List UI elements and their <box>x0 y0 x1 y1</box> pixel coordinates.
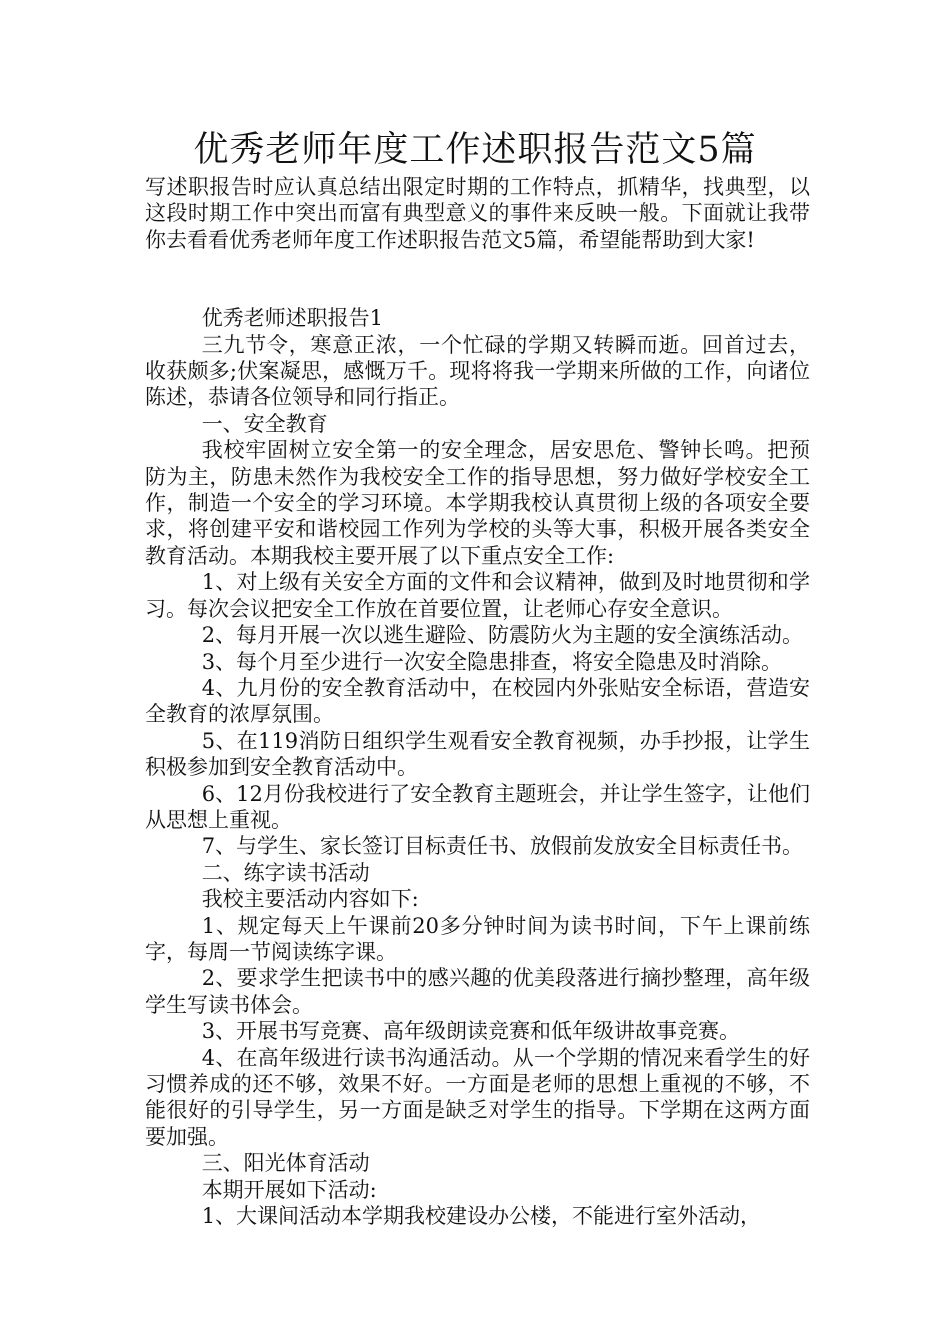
document-body <box>145 174 810 1229</box>
paragraph-safety-intro: 我校牢固树立安全第一的安全理念，居安思危、警钟长鸣。把预防为主，防患未然作为我校安全工作的指导思想，努力做好学校安全工作，制造一个安全的学习环境。本学期我校认真贯彻上级的各项安全要求，将创建平安和谐校园工作列为学校的头等大事，积极开展各类安全教育活动。本期我校主要开展了以下重点安全工作: <box>145 438 810 568</box>
list-item-reading-2: 2、要求学生把读书中的感兴趣的优美段落进行摘抄整理，高年级学生写读书体会。 <box>145 966 810 1017</box>
section-heading-sports: 三、阳光体育活动 <box>201 1151 370 1176</box>
list-item-safety-4: 4、九月份的安全教育活动中，在校园内外张贴安全标语，营造安全教育的浓厚氛围。 <box>145 675 810 727</box>
list-item-safety-1: 1、对上级有关安全方面的文件和会议精神，做到及时地贯彻和学习。每次会议把安全工作放在首要位置，让老师心存安全意识。 <box>145 570 810 621</box>
list-item-reading-1: 1、规定每天上午课前20多分钟时间为读书时间，下午上课前练字，每周一节阅读练字课。 <box>145 913 810 964</box>
list-item-reading-4: 4、在高年级进行读书沟通活动。从一个学期的情况来看学生的好习惯养成的还不够，效果不好。一方面是老师的思想上重视的不够，不能很好的引导学生，另一方面是缺乏对学生的指导。下学期在这两方面要加强。 <box>145 1045 810 1149</box>
paragraph-sports-intro: 本期开展如下活动: <box>201 1177 377 1202</box>
list-item-reading-3: 3、开展书写竞赛、高年级朗读竞赛和低年级讲故事竞赛。 <box>201 1019 741 1044</box>
section-heading-safety: 一、安全教育 <box>201 411 328 436</box>
section-heading-reading: 二、练字读书活动 <box>201 860 370 885</box>
document-title: 优秀老师年度工作述职报告范文5篇 <box>193 130 757 170</box>
list-item-safety-6: 6、12月份我校进行了安全教育主题班会，并让学生签字，让他们从思想上重视。 <box>145 781 810 832</box>
list-item-safety-7: 7、与学生、家长签订目标责任书、放假前发放安全目标责任书。 <box>201 834 804 859</box>
report-title: 优秀老师述职报告1 <box>201 306 384 331</box>
list-item-safety-2: 2、每月开展一次以逃生避险、防震防火为主题的安全演练活动。 <box>201 623 804 648</box>
paragraph-reading-intro: 我校主要活动内容如下: <box>201 887 419 912</box>
paragraph-opening: 三九节令，寒意正浓，一个忙碌的学期又转瞬而逝。回首过去，收获颇多;伏案凝思，感慨万千。现将将我一学期来所做的工作，向诸位陈述，恭请各位领导和同行指正。 <box>145 332 810 410</box>
list-item-sports-1: 1、大课间活动本学期我校建设办公楼，不能进行室外活动， <box>201 1204 762 1229</box>
list-item-safety-5: 5、在119消防日组织学生观看安全教育视频，办手抄报，让学生积极参加到安全教育活动中。 <box>145 728 810 780</box>
intro-paragraph: 写述职报告时应认真总结出限定时期的工作特点，抓精华，找典型，以这段时期工作中突出而富有典型意义的事件来反映一般。下面就让我带你去看看优秀老师年度工作述职报告范文5篇，希望能帮助到大家! <box>145 175 810 252</box>
list-item-safety-3: 3、每个月至少进行一次安全隐患排查，将安全隐患及时消除。 <box>201 649 783 674</box>
